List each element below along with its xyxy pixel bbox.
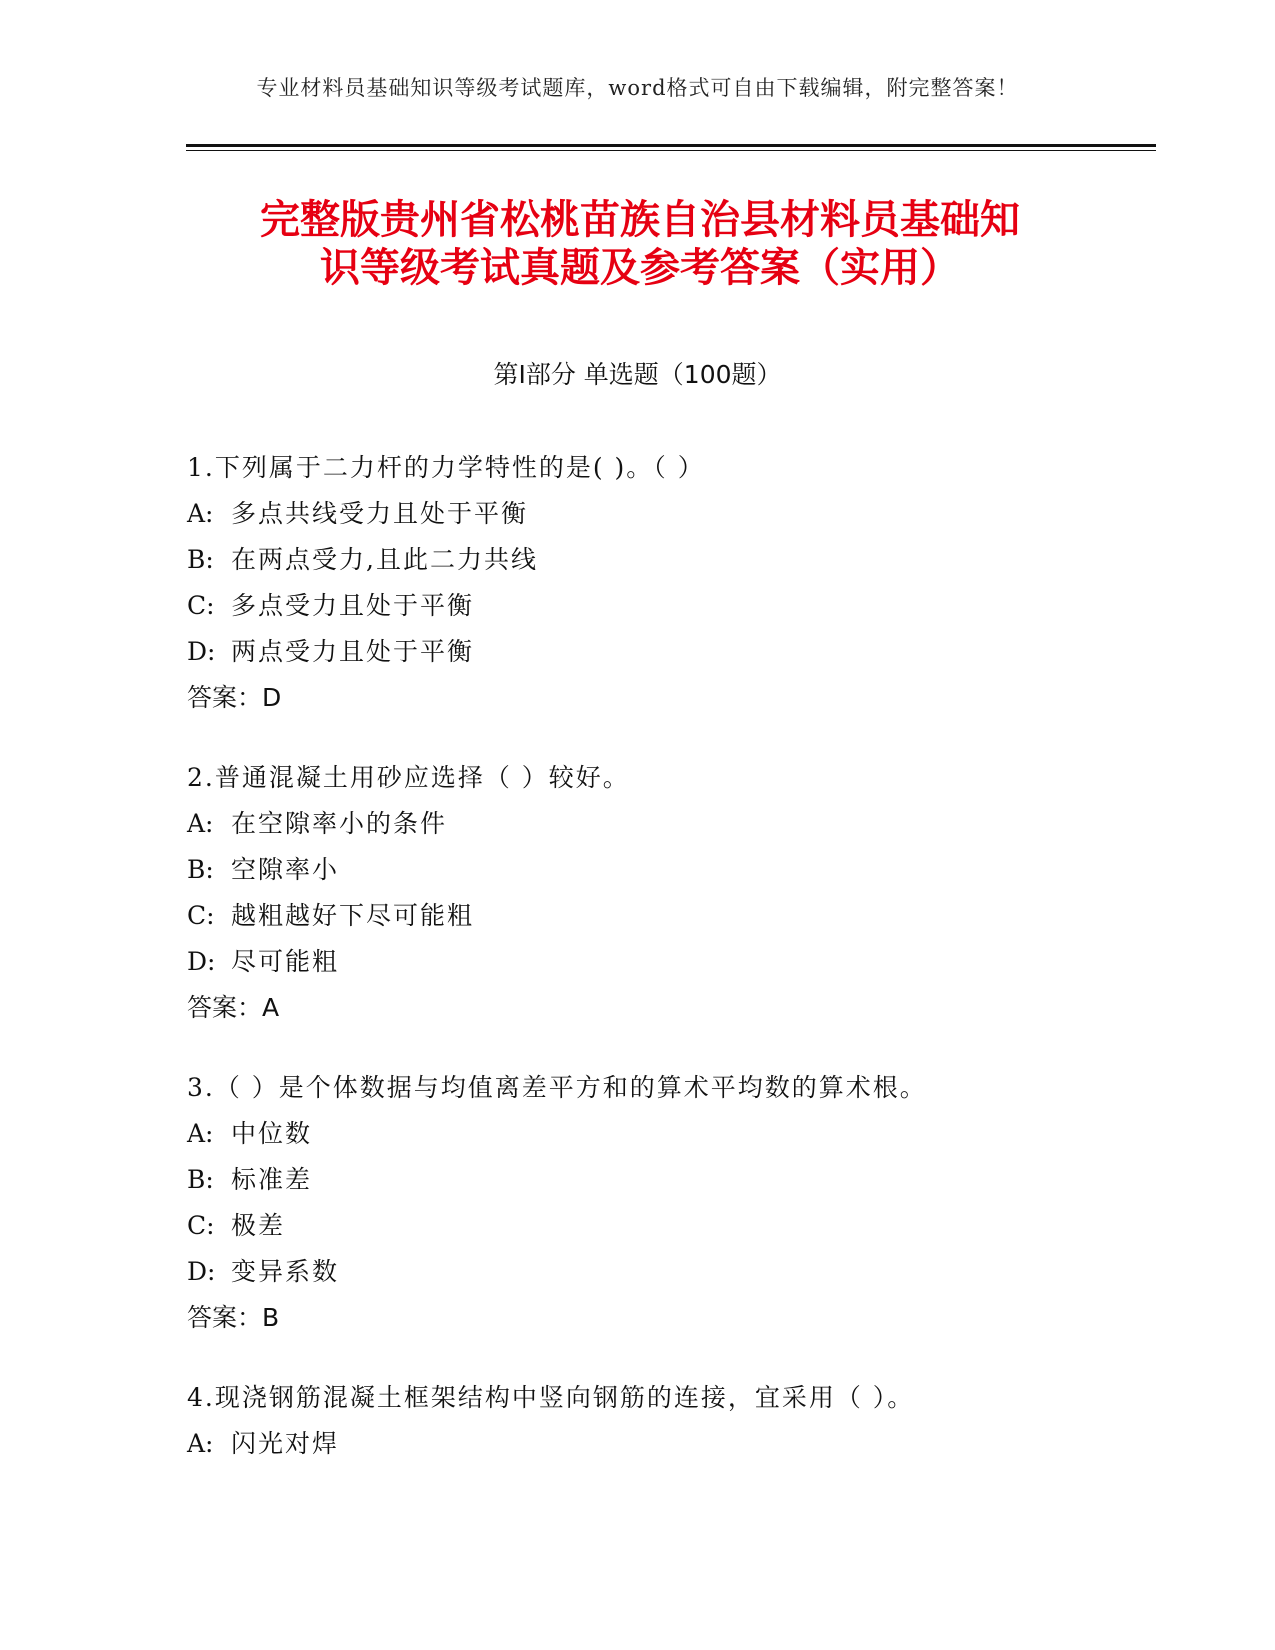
option-letter: B: bbox=[187, 855, 214, 884]
option-text: 两点受力且处于平衡 bbox=[231, 637, 475, 666]
question-stem: 3.（ ）是个体数据与均值离差平方和的算术平均数的算术根。 bbox=[187, 1073, 927, 1102]
option-letter: C: bbox=[187, 591, 215, 620]
option-letter: A: bbox=[187, 1119, 214, 1148]
option-b bbox=[187, 1157, 1147, 1203]
option-text: 极差 bbox=[231, 1211, 286, 1240]
option-d bbox=[187, 1249, 1147, 1295]
option-d bbox=[187, 939, 1147, 985]
option-a bbox=[187, 1421, 1147, 1467]
document-title-line-2: 识等级考试真题及参考答案（实用） bbox=[320, 245, 960, 291]
option-text: 变异系数 bbox=[231, 1257, 340, 1286]
option-text: 在两点受力,且此二力共线 bbox=[231, 545, 538, 574]
question-4 bbox=[187, 1375, 1147, 1467]
answer-line: 答案：D bbox=[187, 683, 282, 712]
option-c bbox=[187, 583, 1147, 629]
option-text: 越粗越好下尽可能粗 bbox=[231, 901, 475, 930]
question-stem: 4.现浇钢筋混凝土框架结构中竖向钢筋的连接，宜采用（ ）。 bbox=[187, 1383, 915, 1412]
document-title bbox=[190, 196, 1090, 292]
option-d bbox=[187, 629, 1147, 675]
section-title: 第Ⅰ部分 单选题（100题） bbox=[493, 360, 782, 389]
option-letter: B: bbox=[187, 1165, 214, 1194]
option-c bbox=[187, 1203, 1147, 1249]
question-1 bbox=[187, 445, 1147, 721]
page-header-note: 专业材料员基础知识等级考试题库，word格式可自由下载编辑，附完整答案！ bbox=[256, 76, 1019, 100]
option-letter: A: bbox=[187, 499, 214, 528]
document-title-line-1: 完整版贵州省松桃苗族自治县材料员基础知 bbox=[260, 197, 1020, 243]
option-text: 多点受力且处于平衡 bbox=[231, 591, 475, 620]
option-letter: C: bbox=[187, 1211, 215, 1240]
option-text: 闪光对焊 bbox=[231, 1429, 340, 1458]
option-letter: A: bbox=[187, 1429, 214, 1458]
question-3 bbox=[187, 1065, 1147, 1341]
option-c bbox=[187, 893, 1147, 939]
answer-line: 答案：B bbox=[187, 1303, 280, 1332]
question-stem: 2.普通混凝土用砂应选择（ ）较好。 bbox=[187, 763, 630, 792]
option-text: 尽可能粗 bbox=[231, 947, 340, 976]
header-rule-thick bbox=[186, 144, 1156, 147]
option-a bbox=[187, 1111, 1147, 1157]
option-text: 中位数 bbox=[231, 1119, 313, 1148]
option-a bbox=[187, 491, 1147, 537]
option-text: 空隙率小 bbox=[231, 855, 340, 884]
option-b bbox=[187, 537, 1147, 583]
question-list bbox=[187, 445, 1147, 1501]
option-letter: C: bbox=[187, 901, 215, 930]
option-text: 标准差 bbox=[231, 1165, 313, 1194]
question-2 bbox=[187, 755, 1147, 1031]
header-rule-thin bbox=[186, 150, 1156, 151]
question-stem: 1.下列属于二力杆的力学特性的是( )。（ ） bbox=[187, 453, 705, 482]
option-text: 多点共线受力且处于平衡 bbox=[231, 499, 529, 528]
option-letter: D: bbox=[187, 947, 216, 976]
option-letter: D: bbox=[187, 1257, 216, 1286]
option-letter: D: bbox=[187, 637, 216, 666]
option-text: 在空隙率小的条件 bbox=[231, 809, 448, 838]
option-letter: B: bbox=[187, 545, 214, 574]
option-letter: A: bbox=[187, 809, 214, 838]
answer-line: 答案：A bbox=[187, 993, 280, 1022]
option-b bbox=[187, 847, 1147, 893]
option-a bbox=[187, 801, 1147, 847]
